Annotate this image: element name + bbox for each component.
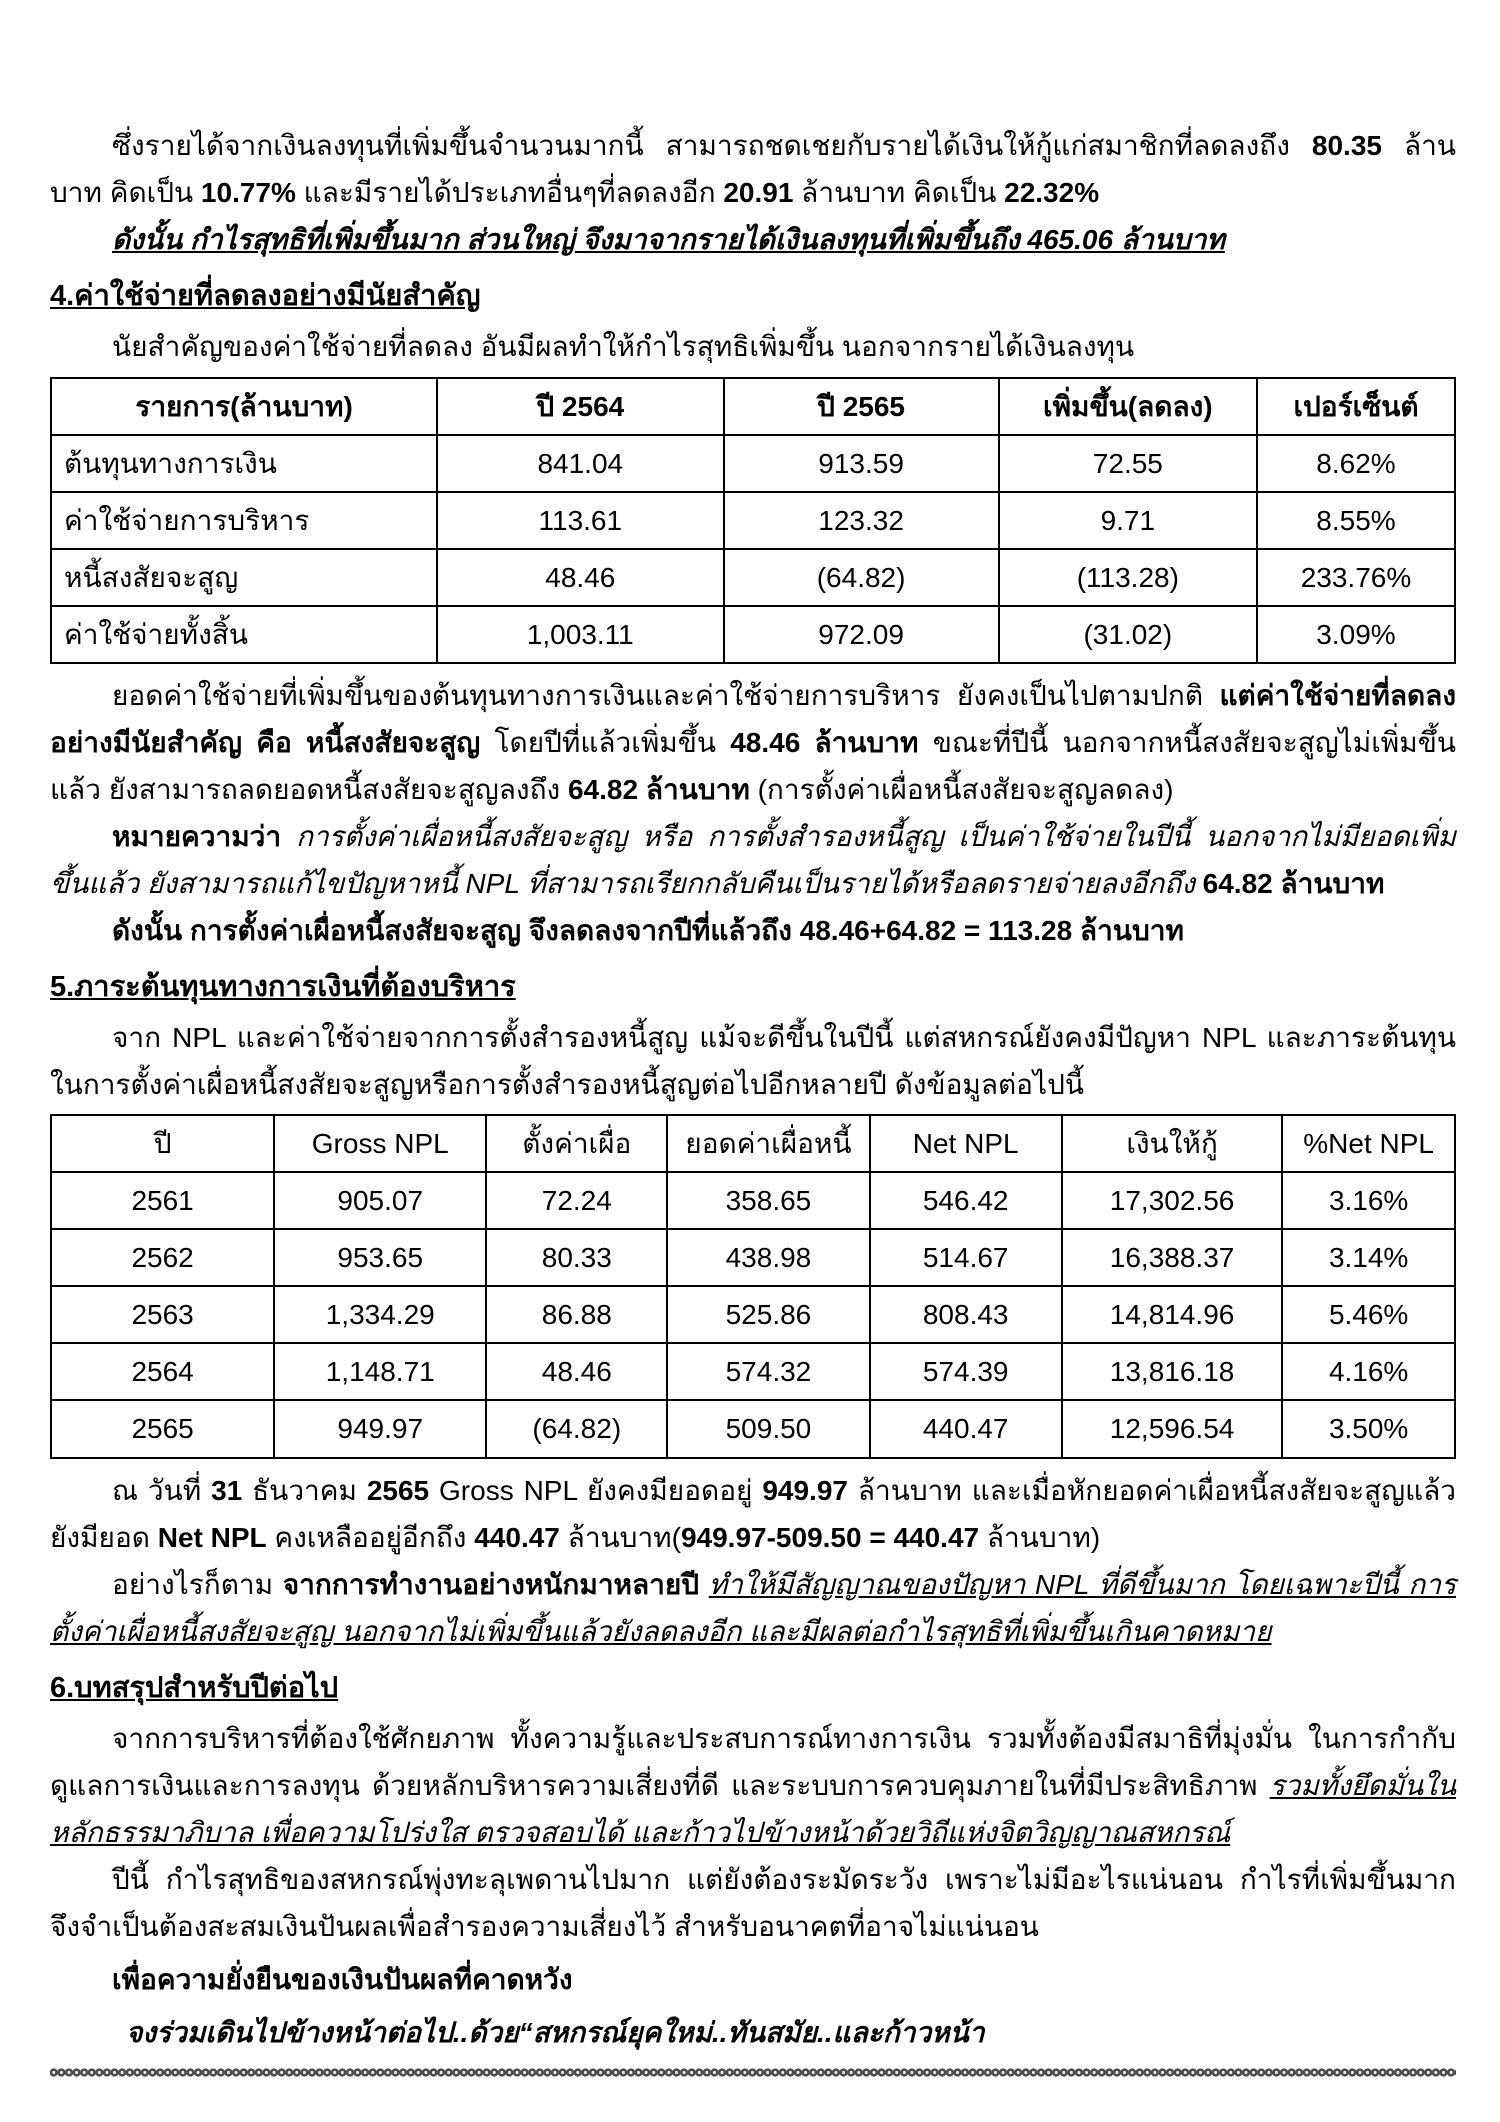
- text-run: การตั้งค่าเผื่อหนี้สงสัยจะสูญ หรือ การตั้งสำรองหนี้สูญ เป็นค่าใช้จ่ายในปีนี้ นอกจากไม่มียอดเพิ่มขึ้นแล้ว ยังสามารถแก้ไขปัญหาหนี้ NPL ที่สามารถเรียกกลับคืนเป็นรายได้หรือลดรายจ่ายลงอีกถึง: [50, 820, 1456, 899]
- table-cell: 525.86: [667, 1286, 869, 1343]
- table-cell: 358.65: [667, 1172, 869, 1229]
- table-cell: 48.46: [486, 1343, 667, 1400]
- decorative-bead-divider: [50, 2066, 1456, 2079]
- table-cell: หนี้สงสัยจะสูญ: [51, 549, 437, 606]
- text-run: 80.35: [1311, 130, 1382, 161]
- paragraph-allowance-conclusion: ดังนั้น การตั้งค่าเผื่อหนี้สงสัยจะสูญ จึงลดลงจากปีที่แล้วถึง 48.46+64.82 = 113.28 ล้านบาท: [112, 914, 1184, 946]
- table-cell: ต้นทุนทางการเงิน: [51, 435, 437, 492]
- table-cell: 3.50%: [1282, 1400, 1455, 1457]
- paragraph-profit-caution: ปีนี้ กำไรสุทธิของสหกรณ์พุ่งทะลุเพดานไปมาก แต่ยังต้องระมัดระวัง เพราะไม่มีอะไรแน่นอน กำไรที่เพิ่มขึ้นมาก จึงจำเป็นต้องสะสมเงินปันผลเพื่อสำรองความเสี่ยงไว้ สำหรับอนาคตที่อาจไม่แน่นอน: [50, 1864, 1456, 1943]
- text-run: 949.97-509.50 = 440.47: [680, 1521, 980, 1553]
- table-cell: 905.07: [274, 1172, 486, 1229]
- table-cell: 2565: [51, 1400, 274, 1457]
- table-cell: 1,334.29: [274, 1286, 486, 1343]
- text-run: ล้านบาท คิดเป็น: [793, 177, 1005, 209]
- table-cell: 13,816.18: [1062, 1343, 1282, 1400]
- paragraph-governance: [50, 1715, 1456, 1856]
- paragraph-however: [50, 1561, 1456, 1655]
- text-run: ล้านบาท(: [559, 1521, 681, 1553]
- table-cell: 86.88: [486, 1286, 667, 1343]
- text-run: 48.46 ล้านบาท: [730, 726, 933, 758]
- header-cell: เงินให้กู้: [1062, 1115, 1282, 1172]
- text-run: (การตั้งค่าเผื่อหนี้สงสัยจะสูญลดลง): [757, 773, 1174, 805]
- header-cell: ตั้งค่าเผื่อ: [486, 1115, 667, 1172]
- text-run: ล้านบาท และเมื่อหักยอดค่าเผื่อหนี้สงสัยจะสูญแล้ว ยังมียอด: [50, 1474, 1457, 1553]
- header-cell: เพิ่มขึ้น(ลดลง): [999, 378, 1257, 435]
- header-cell: ปี 2564: [437, 378, 723, 435]
- paragraph-profit-conclusion: ดังนั้น กำไรสุทธิที่เพิ่มขึ้นมาก ส่วนใหญ่ จึงมาจากรายได้เงินลงทุนที่เพิ่มขึ้นถึง 465.06 ล้านบาท: [112, 224, 1225, 256]
- table-row: [51, 1172, 1455, 1229]
- section6-heading: 6.บทสรุปสำหรับปีต่อไป: [50, 1671, 339, 1704]
- table-row: [51, 435, 1455, 492]
- table-cell: (64.82): [724, 549, 999, 606]
- table-cell: 72.24: [486, 1172, 667, 1229]
- text-run: 949.97: [762, 1474, 848, 1506]
- paragraph-meaning: [50, 813, 1456, 907]
- text-run: ล้านบาท): [979, 1521, 1101, 1553]
- text-run: 64.82 ล้านบาท: [1202, 867, 1385, 899]
- text-run: Gross NPL ยังคงมียอดอยู่: [429, 1474, 763, 1506]
- table-cell: 808.43: [870, 1286, 1062, 1343]
- table-cell: 2564: [51, 1343, 274, 1400]
- table-cell: 80.33: [486, 1229, 667, 1286]
- table-row: [51, 1229, 1455, 1286]
- text-run: 440.47: [474, 1521, 560, 1553]
- table-cell: 233.76%: [1257, 549, 1455, 606]
- header-cell: รายการ(ล้านบาท): [51, 378, 437, 435]
- section4-lead: นัยสำคัญของค่าใช้จ่ายที่ลดลง อันมีผลทำให้กำไรสุทธิเพิ่มขึ้น นอกจากรายได้เงินลงทุน: [112, 331, 1135, 363]
- npl-history-table: [50, 1114, 1456, 1458]
- table-cell: 514.67: [870, 1229, 1062, 1286]
- table-row: [51, 549, 1455, 606]
- table-row: [51, 1400, 1455, 1457]
- text-run: 31: [211, 1474, 243, 1506]
- paragraph-investment-income: [50, 122, 1456, 216]
- npl-table-body: [51, 1172, 1455, 1457]
- table-cell: 113.61: [437, 492, 723, 549]
- header-cell: Gross NPL: [274, 1115, 486, 1172]
- table-cell: 2561: [51, 1172, 274, 1229]
- text-run: อย่างไรก็ตาม: [112, 1568, 283, 1600]
- table-cell: (31.02): [999, 606, 1257, 663]
- text-run: หมายความว่า: [112, 820, 296, 852]
- text-run: ล้านบาท คิดเป็น: [50, 130, 1456, 209]
- table-cell: 48.46: [437, 549, 723, 606]
- text-run: ซึ่งรายได้จากเงินลงทุนที่เพิ่มขึ้นจำนวนมากนี้ สามารถชดเชยกับรายได้เงินให้กู้แก่สมาชิกที่ลดลงถึง: [112, 130, 1312, 161]
- header-cell: ยอดค่าเผื่อหนี้: [667, 1115, 869, 1172]
- table-cell: 12,596.54: [1062, 1400, 1282, 1457]
- text-run: ขณะที่ปีนี้ นอกจากหนี้สงสัยจะสูญไม่เพิ่มขึ้นแล้ว ยังสามารถลดยอดหนี้สงสัยจะสูญลงถึง: [50, 726, 1456, 805]
- text-run: ณ วันที่: [112, 1474, 212, 1506]
- table-cell: 3.16%: [1282, 1172, 1455, 1229]
- header-cell: ปี: [51, 1115, 274, 1172]
- table-cell: 4.16%: [1282, 1343, 1455, 1400]
- expense-table-head: [51, 378, 1455, 435]
- text-run: 10.77%: [200, 177, 296, 209]
- paragraph-npl-status: [50, 1467, 1456, 1561]
- table-cell: 972.09: [724, 606, 999, 663]
- table-cell: 574.39: [870, 1343, 1062, 1400]
- section4-heading: 4.ค่าใช้จ่ายที่ลดลงอย่างมีนัยสำคัญ: [50, 280, 481, 313]
- table-cell: 17,302.56: [1062, 1172, 1282, 1229]
- table-cell: 574.32: [667, 1343, 869, 1400]
- table-cell: 841.04: [437, 435, 723, 492]
- table-row: [51, 606, 1455, 663]
- table-cell: 1,003.11: [437, 606, 723, 663]
- table-row: [51, 1343, 1455, 1400]
- table-cell: 949.97: [274, 1400, 486, 1457]
- text-run: 2565: [366, 1474, 430, 1506]
- table-cell: 16,388.37: [1062, 1229, 1282, 1286]
- table-cell: 509.50: [667, 1400, 869, 1457]
- table-cell: 123.32: [724, 492, 999, 549]
- paragraph-expense-analysis: [50, 672, 1456, 813]
- table-cell: 913.59: [724, 435, 999, 492]
- header-cell: %Net NPL: [1282, 1115, 1455, 1172]
- table-cell: 440.47: [870, 1400, 1062, 1457]
- paragraph-dividend-sustainability: เพื่อความยั่งยืนของเงินปันผลที่คาดหวัง: [112, 1964, 573, 1996]
- paragraph-closing-slogan: จงร่วมเดินไปข้างหน้าต่อไป..ด้วย“สหกรณ์ยุคใหม่..ทันสมัย..และก้าวหน้า: [126, 2017, 985, 2049]
- npl-table-head: [51, 1115, 1455, 1172]
- text-run: แต่ค่าใช้จ่ายที่ลดลงอย่างมีนัยสำคัญ คือ หนี้สงสัยจะสูญ: [50, 679, 1456, 758]
- table-cell: 14,814.96: [1062, 1286, 1282, 1343]
- table-cell: (64.82): [486, 1400, 667, 1457]
- table-cell: 72.55: [999, 435, 1257, 492]
- text-run: ทำให้มีสัญญาณของปัญหา NPL ที่ดีขึ้นมาก โดยเฉพาะปีนี้ การตั้งค่าเผื่อหนี้สงสัยจะสูญ นอกจากไม่เพิ่มขึ้นแล้วยังลดลงอีก และมีผลต่อกำไรสุทธิที่เพิ่มขึ้นเกินคาดหมาย: [50, 1568, 1457, 1647]
- table-header-row: [51, 1115, 1455, 1172]
- table-row: [51, 1286, 1455, 1343]
- table-cell: 2562: [51, 1229, 274, 1286]
- table-row: [51, 492, 1455, 549]
- table-cell: 5.46%: [1282, 1286, 1455, 1343]
- section5-lead: จาก NPL และค่าใช้จ่ายจากการตั้งสำรองหนี้สูญ แม้จะดีขึ้นในปีนี้ แต่สหกรณ์ยังคงมีปัญหา NPL และภาระต้นทุนในการตั้งค่าเผื่อหนี้สงสัยจะสูญหรือการตั้งสำรองหนี้สูญต่อไปอีกหลายปี ดังข้อมูลต่อไปนี้: [50, 1022, 1456, 1101]
- text-run: คงเหลืออยู่อีกถึง: [266, 1521, 475, 1553]
- text-run: จากการทำงานอย่างหนักมาหลายปี: [282, 1568, 709, 1600]
- text-run: ธันวาคม: [242, 1474, 367, 1506]
- table-cell: 1,148.71: [274, 1343, 486, 1400]
- table-cell: ค่าใช้จ่ายทั้งสิ้น: [51, 606, 437, 663]
- text-run: รวมทั้งยึดมั่นในหลักธรรมาภิบาล เพื่อความโปร่งใส ตรวจสอบได้ และก้าวไปข้างหน้าด้วยวิถีแห่งจิตวิญญาณสหกรณ์: [50, 1770, 1456, 1849]
- table-cell: ค่าใช้จ่ายการบริหาร: [51, 492, 437, 549]
- text-run: 64.82 ล้านบาท: [568, 773, 758, 805]
- header-cell: ปี 2565: [724, 378, 999, 435]
- text-run: และมีรายได้ประเภทอื่นๆที่ลดลงอีก: [295, 177, 724, 209]
- expense-table-body: [51, 435, 1455, 663]
- table-cell: 8.55%: [1257, 492, 1455, 549]
- table-cell: 546.42: [870, 1172, 1062, 1229]
- header-cell: เปอร์เซ็นต์: [1257, 378, 1455, 435]
- expense-comparison-table: [50, 377, 1456, 664]
- text-run: ยอดค่าใช้จ่ายที่เพิ่มขึ้นของต้นทุนทางการเงินและค่าใช้จ่ายการบริหาร ยังคงเป็นไปตามปกติ: [112, 679, 1220, 711]
- table-cell: 3.09%: [1257, 606, 1455, 663]
- header-cell: Net NPL: [870, 1115, 1062, 1172]
- table-cell: 2563: [51, 1286, 274, 1343]
- table-cell: 953.65: [274, 1229, 486, 1286]
- table-header-row: [51, 378, 1455, 435]
- table-cell: 438.98: [667, 1229, 869, 1286]
- table-cell: (113.28): [999, 549, 1257, 606]
- table-cell: 9.71: [999, 492, 1257, 549]
- text-run: 20.91: [723, 177, 794, 209]
- text-run: โดยปีที่แล้วเพิ่มขึ้น: [494, 726, 731, 758]
- text-run: 22.32%: [1004, 177, 1100, 209]
- table-cell: 8.62%: [1257, 435, 1455, 492]
- section5-heading: 5.ภาระต้นทุนทางการเงินที่ต้องบริหาร: [50, 970, 516, 1003]
- text-run: Net NPL: [157, 1521, 267, 1553]
- table-cell: 3.14%: [1282, 1229, 1455, 1286]
- text-run: จากการบริหารที่ต้องใช้ศักยภาพ ทั้งความรู้และประสบการณ์ทางการเงิน รวมทั้งต้องมีสมาธิที่มุ่งมั่น ในการกำกับดูแลการเงินและการลงทุน ด้วยหลักบริหารความเสี่ยงที่ดี และระบบการควบคุมภายในที่มีประสิทธิภาพ: [50, 1723, 1456, 1802]
